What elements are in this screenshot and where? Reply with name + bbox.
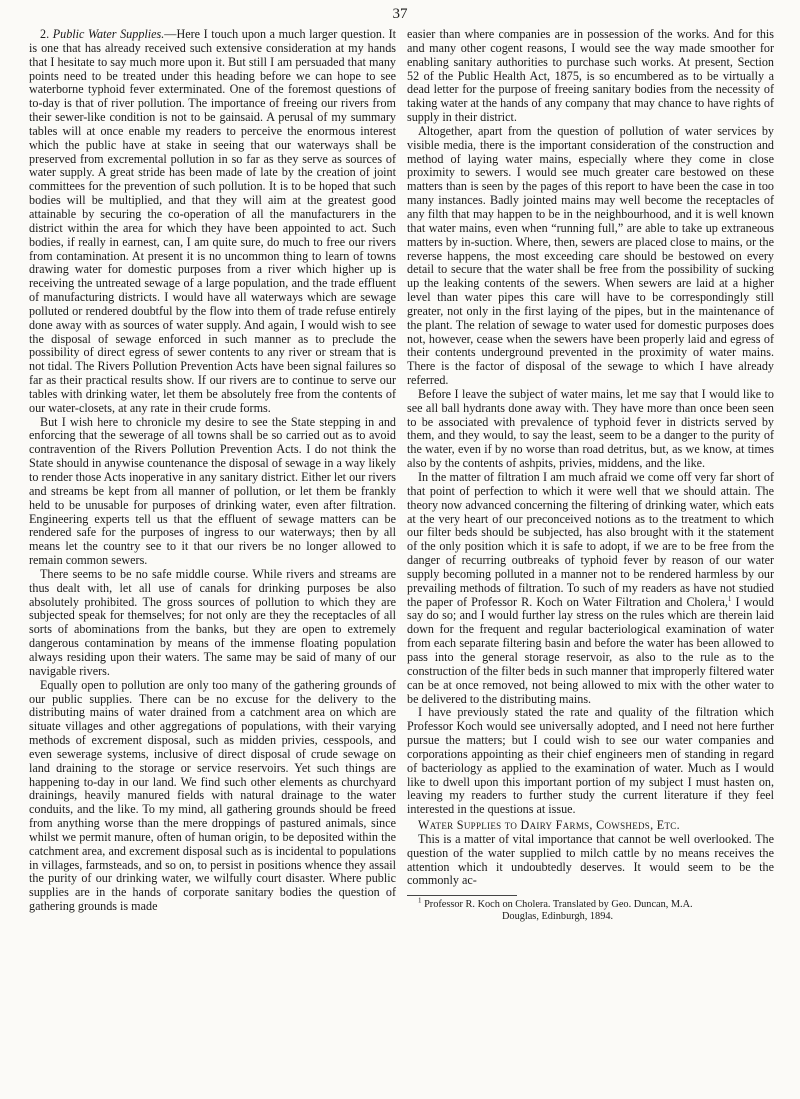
footnote-marker: 1 bbox=[418, 896, 422, 905]
paragraph: I have previously stated the rate and quality of the filtration which Professor Koch would see universally adopted, and I need not here further pursue the matters; but I could wish to see our water companies and corporations appointing as their chief engineers men of standing in regard of bacteriology as applied to the examination of water. Much as I would like to dwell upon this important portion of my subject I must hasten on, leaving my readers to further study the current literature if they feel interested in the questions at issue. bbox=[407, 705, 774, 817]
paragraph: Before I leave the subject of water mains, let me say that I would like to see all ball hydrants done away with. They have more than once been seen to be associated with prevalence of typhoid fever in districts served by them, and they would, to say the least, seem to be a danger to the purity of the water, even if by no worse than road detritus, but, as we know, at times also by the contents of ashpits, privies, middens, and the like. bbox=[407, 386, 774, 471]
footnote-text: Douglas, Edinburgh, 1894. bbox=[502, 910, 614, 922]
paragraph: There seems to be no safe middle course. While rivers and streams are thus dealt with, let all use of canals for drinking purposes be also absolutely prohibited. The gross sources of pollution to which they are subjected speak for themselves; for not only are they the receptacles of all sorts of abominations from the banks, but they are open to extremely dangerous contamination by means of the immense floating population always residing upon their waters. The same may be said of many of our navigable rivers. bbox=[29, 566, 396, 678]
footnote bbox=[407, 896, 774, 922]
section-title: Public Water Supplies. bbox=[52, 27, 165, 41]
footnote-text: Professor R. Koch on Cholera. Translated by Geo. Duncan, M.A. bbox=[424, 899, 693, 911]
paragraph: Equally open to pollution are only too many of the gathering grounds of our public supplies. There can be no excuse for the delivery to the distributing mains of water drained from a catchment area on which are situate villages and other aggregations of populations, with their varying methods of excrement disposal, such as midden privies, cesspools, and even sewerage systems, inclusive of direct disposal of crude sewage on land draining to the storage or service reservoirs. Yet such things are happening to-day in our land. We find such other elements as churchyard drainings, heavily manured fields with natural drainage to the water conduits, and the like. To my mind, all gathering grounds should be freed from anything worse than the mere droppings of pastured animals, since whilst we permit manure, often of human origin, to be deposited within the catchment area, and excrement disposal such as is incidental to populations in villages, farmsteads, and so on, to persist in positions whence they assail the purity of our drinking water, we wilfully court disaster. Where public supplies are in the hands of corporate sanitary bodies the question of gathering grounds is made bbox=[29, 677, 396, 914]
paragraph-text: In the matter of filtration I am much afraid we come off very far short of that point of perfection to which it were well that we should attain. The theory now advanced concerning the filtering of drinking water, which eats at the very heart of our preconceived notions as to the treatment to which our filter beds should be subjected, has also brought with it the statement of the only position which it is safe to adopt, if we are to be free from the danger of recurring outbreaks of typhoid fever by reason of our water supply becoming polluted in a manner not to be rendered harmless by our prevailing methods of filtration. To such of my readers as have not studied the paper of Professor R. Koch on Water Filtration and Cholera, bbox=[407, 470, 774, 609]
page-number: 37 bbox=[392, 6, 408, 22]
paragraph: Altogether, apart from the question of pollution of water services by visible media, there is the important consideration of the construction and method of laying water mains, especially where they come in close proximity to sewers. I would see much greater care bestowed on these matters than is seen by the pages of this report to have been the case in too many instances. Badly jointed mains may well become the receptacles of any filth that may happen to be in the neighbourhood, and it is well known that water mains, even when “running full,” are able to take up extraneous matters by in-suction. Where, then, sewers are placed close to mains, or the reverse happens, the most exceeding care should be bestowed on every detail to secure that the water shall be free from the possibility of sucking up the leaking contents of the sewers. When sewers are laid at a higher level than water pipes this care will have to be correspondingly still greater, not only in the first laying of the pipes, but in the maintenance of the plant. The relation of sewage to water used for domestic purposes does not, however, cease when the sewers have been properly laid and egress of their contents underground prevented in the proximity of water mains. There is the factor of disposal of the sewage to which I have already referred. bbox=[407, 123, 774, 388]
paragraph bbox=[407, 471, 774, 706]
paragraph bbox=[29, 28, 396, 416]
subheading: Water Supplies to Dairy Farms, Cowsheds, Etc. bbox=[418, 818, 680, 833]
right-column bbox=[407, 28, 774, 922]
paragraph-text: —Here I touch upon a much larger question. It is one that has already received such extensive consideration at my hands that I hesitate to say much more upon it. But still I am persuaded that many points need to be treated under this heading before we can hope to see waterborne typhoid fever exterminated. One of the foremost questions of to-day is that of river pollution. The importance of freeing our rivers from their sewer-like condition is not to be gainsaid. A perusal of my summary tables will at once enable my readers to perceive the enormous interest which the public have at stake in seeing that our waterways shall be preserved from excremental pollution in so far as they serve as sources of water supply. A great stride has been made of late by the creation of joint committees for the prevention of such pollution. It is to be hoped that such bodies will be multiplied, and that they will aim at the greatest good attainable by securing the co-operation of all the manufacturers in the district within the area for which they have been appointed to act. Such bodies, if really in earnest, can, I am quite sure, do much to free our rivers from contamination. At present it is no uncommon thing to learn of towns drawing water for domestic purposes from a river which higher up is receiving the untreated sewage of a large population, and the trade effluent of manufacturing districts. I would have all waterways which are sewage polluted or rendered doubtful by the flow into them of trade refuse entirely done away with as sources of water supply. And again, I would wish to see the disposal of sewage enforced in such manner as to preclude the possibility of direct egress of sewer contents to any river or stream that is not tidal. The Rivers Pollution Prevention Acts have been signal failures so far as their practical results show. If our rivers are to continue to serve our tables with drinking water, let them be absolutely free from the contents of our water-closets, at any rate in their crude forms. bbox=[29, 27, 396, 415]
left-column bbox=[29, 28, 396, 914]
paragraph-text: I would say do so; and I would further lay stress on the rules which are therein laid down for the frequent and regular bacteriological examination of water from each separate filtering basin and before the water has been allowed to pass into the general storage reservoir, as also to the rule as to the construction of the filter beds in such manner that improperly filtered water can be at once removed, not being allowed to mix with the other water to be delivered to the distributing mains. bbox=[407, 594, 774, 706]
paragraph: easier than where companies are in possession of the works. And for this and many other cogent reasons, I would see the way made smoother for enabling sanitary authorities to purchase such works. At present, Section 52 of the Public Health Act, 1875, is so encumbered as to be virtually a dead letter for the purpose of freeing sanitary bodies from the necessity of taking water at the hands of any company that may chance to have rights of supply in their district. bbox=[407, 27, 774, 125]
footnote-divider bbox=[407, 895, 517, 896]
footnote-reference: 1 bbox=[727, 594, 732, 603]
paragraph: This is a matter of vital importance that cannot be well overlooked. The question of the water supplied to milch cattle by no means receives the attention which it undoubtedly deserves. It would seem to be the commonly ac- bbox=[407, 831, 774, 888]
section-number: 2. bbox=[40, 27, 50, 41]
paragraph: But I wish here to chronicle my desire to see the State stepping in and enforcing that the sewerage of all towns shall be so carried out as to avoid contravention of the Rivers Pollution Prevention Acts. I do not think the State should in anywise countenance the disposal of sewage in a way likely to render those Acts inoperative in any sanitary district. Either let our rivers and streams be kept from all manner of pollution, or let them be frankly held to be unusable for purposes of drinking water, even after filtration. Engineering experts tell us that the effluent of sewage matters can be rendered safe for the purposes of ingress to our waterways; then by all means let the country see to it that our rivers be no longer allowed to remain common sewers. bbox=[29, 414, 396, 568]
